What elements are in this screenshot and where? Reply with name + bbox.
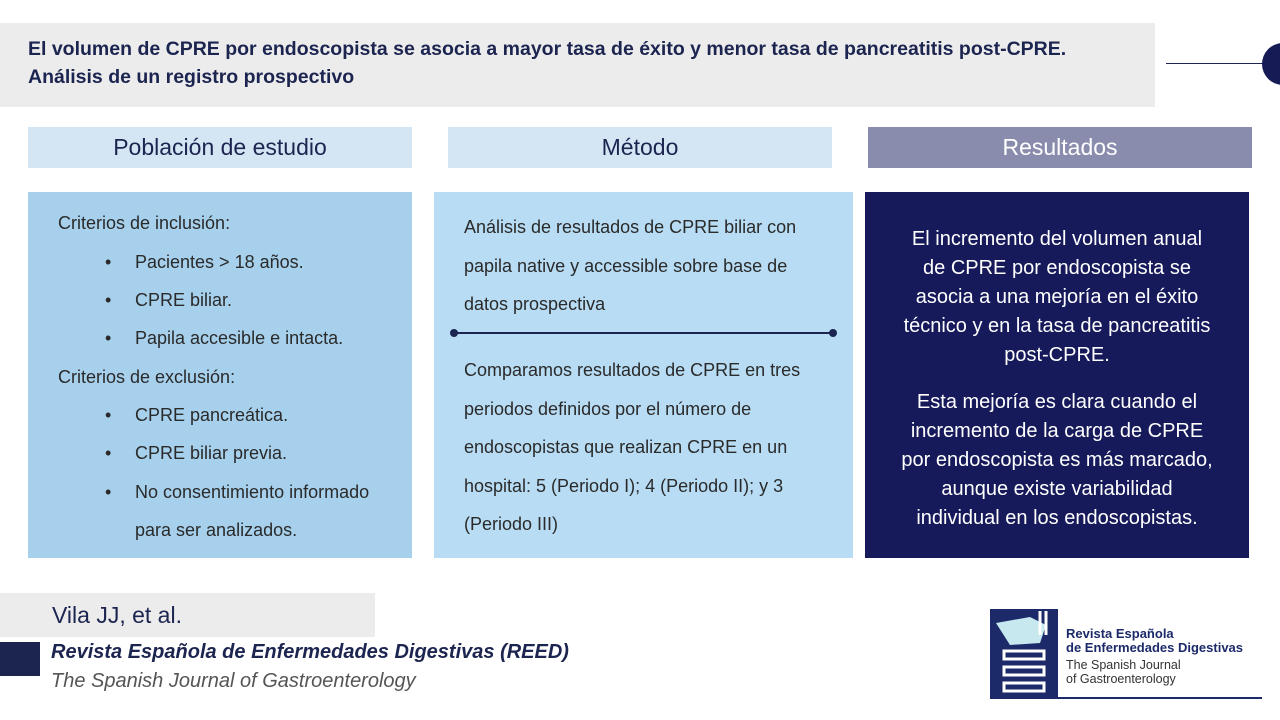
header-resultados: Resultados xyxy=(868,127,1252,168)
inclusion-item: Pacientes > 18 años. xyxy=(135,252,304,272)
metodo-text-line: Comparamos resultados de CPRE en tres xyxy=(464,360,801,380)
logo-subtitle: The Spanish Journal of Gastroenterology xyxy=(1066,658,1181,686)
journal-name-es: Revista Española de Enfermedades Digestivas (REED) xyxy=(51,641,569,663)
resultados-text-line: aunque existe variabilidad xyxy=(941,478,1173,500)
title-line-1: El volumen de CPRE por endoscopista se asocia a mayor tasa de éxito y menor tasa de pancreatitis post-CPRE. xyxy=(28,38,1067,60)
metodo-text-line: endoscopistas que realizan CPRE en un xyxy=(464,437,788,457)
decorative-line xyxy=(1166,63,1264,64)
author-name: Vila JJ, et al. xyxy=(52,601,182,628)
resultados-text-line: de CPRE por endoscopista se xyxy=(923,257,1191,279)
section-divider xyxy=(454,332,833,334)
logo-underline xyxy=(990,697,1262,699)
metodo-text-line: periodos definidos por el número de xyxy=(464,399,752,419)
logo-title: Revista Española de Enfermedades Digestivas xyxy=(1066,626,1244,655)
bullet: • xyxy=(105,290,112,310)
exclusion-item: No consentimiento informado xyxy=(135,482,370,502)
resultados-text-line: incremento de la carga de CPRE xyxy=(910,420,1204,442)
exclusion-item: CPRE pancreática. xyxy=(135,405,289,425)
metodo-text-line: (Periodo III) xyxy=(464,514,559,534)
digestive-tract-logo-icon xyxy=(990,609,1058,699)
exclusion-item-continued: para ser analizados. xyxy=(135,520,298,540)
journal-name-en: The Spanish Journal of Gastroenterology xyxy=(51,670,416,692)
resultados-text-line: El incremento del volumen anual xyxy=(911,228,1203,250)
metodo-text-line: hospital: 5 (Periodo I); 4 (Periodo II); y 3 xyxy=(464,476,784,496)
bullet: • xyxy=(105,482,112,502)
panel-poblacion xyxy=(28,192,412,558)
title-line-2: Análisis de un registro prospectivo xyxy=(28,66,355,88)
resultados-text-line: post-CPRE. xyxy=(1004,344,1110,366)
resultados-text-line: técnico y en la tasa de pancreatitis xyxy=(903,315,1211,337)
accent-square xyxy=(0,642,40,676)
divider-dot-right xyxy=(829,329,837,337)
inclusion-item: CPRE biliar. xyxy=(135,290,233,310)
divider-dot-left xyxy=(450,329,458,337)
decorative-circle xyxy=(1262,43,1280,85)
bullet: • xyxy=(105,252,112,272)
inclusion-item: Papila accesible e intacta. xyxy=(135,328,344,348)
bullet: • xyxy=(105,405,112,425)
panel-metodo xyxy=(434,192,853,558)
inclusion-label: Criterios de inclusión: xyxy=(58,213,231,233)
exclusion-label: Criterios de exclusión: xyxy=(58,367,236,387)
metodo-text-line: papila native y accessible sobre base de xyxy=(464,256,788,276)
metodo-text-line: datos prospectiva xyxy=(464,294,606,314)
journal-logo xyxy=(990,609,1262,699)
resultados-text-line: individual en los endoscopistas. xyxy=(916,507,1198,529)
author-box xyxy=(0,593,375,637)
exclusion-item: CPRE biliar previa. xyxy=(135,443,288,463)
bullet: • xyxy=(105,328,112,348)
resultados-text-line: Esta mejoría es clara cuando el xyxy=(916,391,1198,413)
metodo-text-line: Análisis de resultados de CPRE biliar con xyxy=(464,217,797,237)
bullet: • xyxy=(105,443,112,463)
resultados-text-line: asocia a una mejoría en el éxito xyxy=(915,286,1199,308)
title-banner xyxy=(0,23,1155,107)
header-metodo: Método xyxy=(448,127,832,168)
panel-resultados xyxy=(865,192,1249,558)
header-poblacion: Población de estudio xyxy=(28,127,412,168)
resultados-text-line: por endoscopista es más marcado, xyxy=(901,449,1213,471)
